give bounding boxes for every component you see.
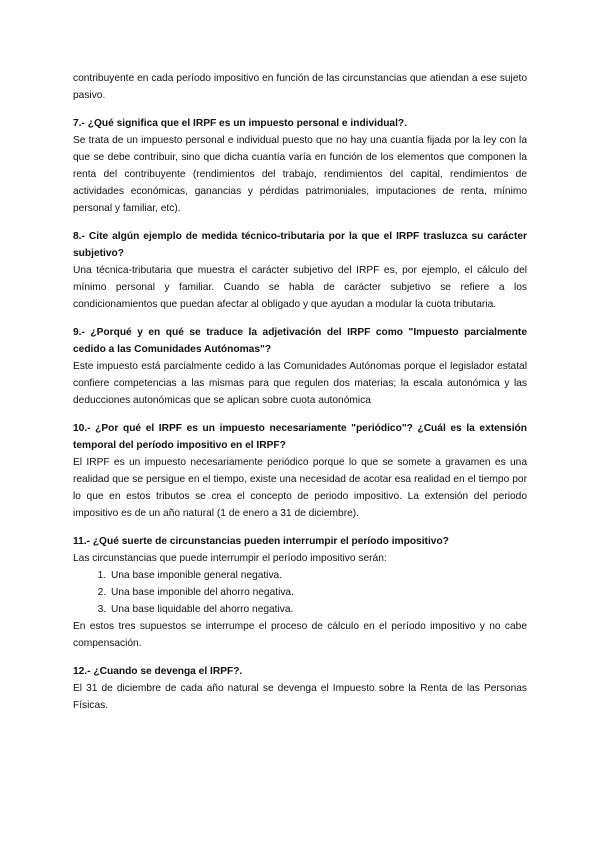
list-item: 1. Una base imponible general negativa. — [109, 567, 527, 584]
intro-paragraph: contribuyente en cada período impositivo en función de las circunstancias que atiendan a ese sujeto pasivo. — [73, 73, 527, 101]
list-item: 3. Una base liquidable del ahorro negativa. — [109, 601, 527, 618]
question-10: 10.- ¿Por qué el IRPF es un impuesto necesariamente "periódico"? ¿Cuál es la extensión temporal del período impositivo en el IRPF? — [73, 423, 527, 451]
interruption-list — [73, 567, 527, 618]
question-7: 7.- ¿Qué significa que el IRPF es un impuesto personal e individual?. — [73, 118, 407, 129]
list-item: 2. Una base imponible del ahorro negativa. — [109, 584, 527, 601]
answer-11: Las circunstancias que puede interrumpir el período impositivo serán: — [73, 553, 387, 564]
answer-9: Este impuesto está parcialmente cedido a las Comunidades Autónomas porque el legislador estatal confiere competencias a las mismas para que regulen dos materias; la escala autonómica y las deducciones autonómicas que se aplican sobre cuota autonómica — [73, 361, 527, 406]
question-9: 9.- ¿Porqué y en qué se traduce la adjetivación del IRPF como "Impuesto parcialmente cedido a las Comunidades Autónomas"? — [73, 327, 527, 355]
question-11: 11.- ¿Qué suerte de circunstancias pueden interrumpir el período impositivo? — [73, 536, 449, 547]
answer-7: Se trata de un impuesto personal e individual puesto que no hay una cuantía fijada por la ley con la que se debe contribuir, sino que dicha cuantía varía en función de los elementos que componen la renta del contribuyente (rendimientos del trabajo, rendimientos del capital, rendimientos de actividades económicas, ganancias y pérdidas patrimoniales, imputaciones de renta, mínimo personal y familiar, etc). — [73, 135, 527, 214]
question-12: 12.- ¿Cuando se devenga el IRPF?. — [73, 666, 243, 677]
answer-11-conclusion: En estos tres supuestos se interrumpe el proceso de cálculo en el período impositivo y no cabe compensación. — [73, 621, 527, 649]
answer-8: Una técnica-tributaria que muestra el carácter subjetivo del IRPF es, por ejemplo, el cálculo del mínimo personal y familiar. Cuando se habla de carácter subjetivo se refiere a los condicionamientos que puedan afectar al obligado y que ayudan a modular la cuota tributaria. — [73, 265, 527, 310]
question-8: 8.- Cite algún ejemplo de medida técnico-tributaria por la que el IRPF trasluzca su carácter subjetivo? — [73, 231, 527, 259]
answer-12: El 31 de diciembre de cada año natural se devenga el Impuesto sobre la Renta de las Personas Físicas. — [73, 683, 527, 711]
answer-10: El IRPF es un impuesto necesariamente periódico porque lo que se somete a gravamen es una realidad que se persigue en el tiempo, existe una necesidad de acotar esa realidad en el tiempo por lo que en estos tributos se crea el concepto de periodo impositivo. La extensión del periodo impositivo es de un año natural (1 de enero a 31 de diciembre). — [73, 457, 527, 519]
